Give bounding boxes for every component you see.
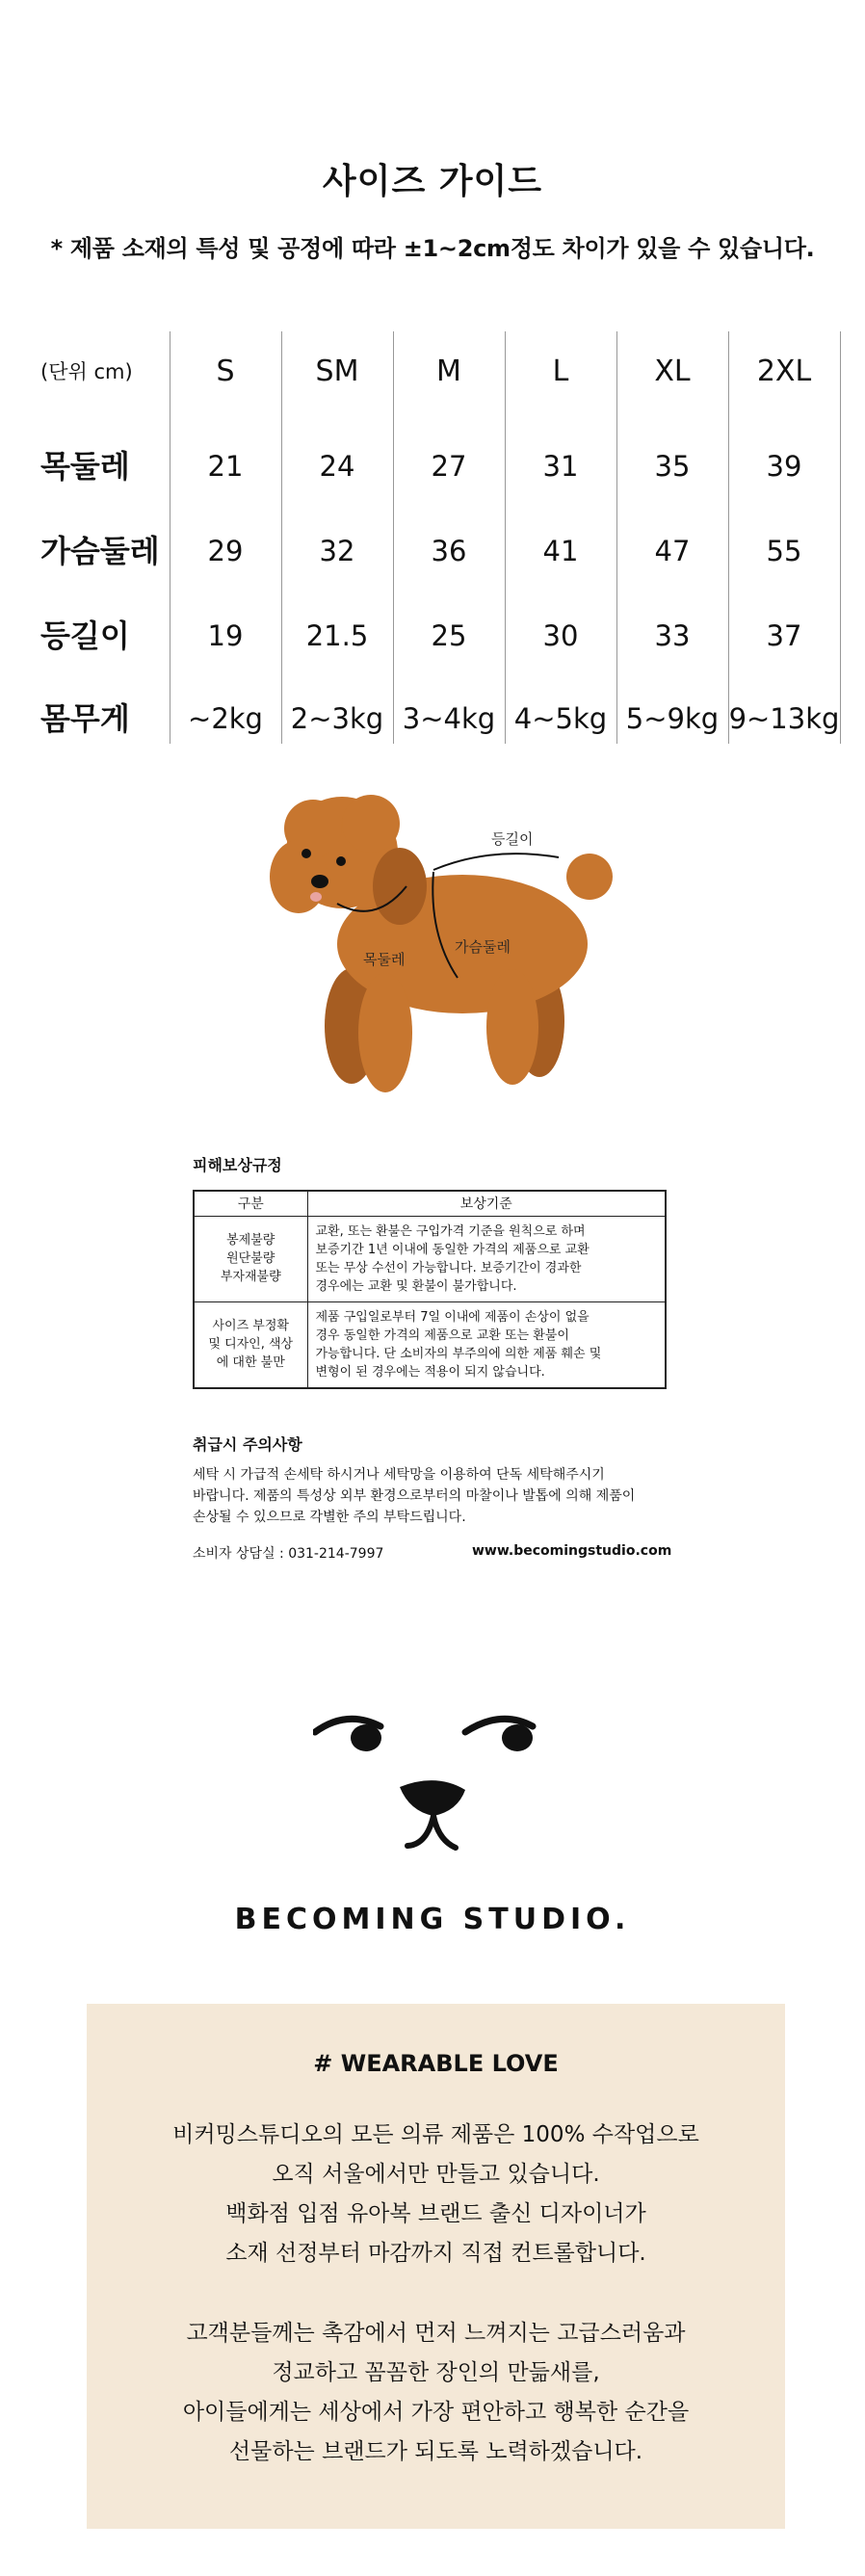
- table-cell: 41: [542, 535, 579, 567]
- row-label: 가슴둘레: [40, 533, 160, 569]
- column-header: 보상기준: [307, 1191, 666, 1216]
- table-cell: 36: [431, 535, 467, 567]
- category-cell: [194, 1216, 307, 1301]
- page-title: 사이즈 가이드: [322, 162, 543, 201]
- table-cell: 55: [766, 535, 802, 567]
- paragraph-line: 비커밍스튜디오의 모든 의류 제품은 100% 수작업으로: [172, 2122, 699, 2147]
- table-cell: ~2kg: [188, 702, 263, 735]
- table-row: [40, 690, 840, 748]
- standard-line: 가능합니다. 단 소비자의 부주의에 의한 제품 훼손 및: [315, 1346, 602, 1361]
- care-title: 취급시 주의사항: [193, 1435, 302, 1454]
- wearable-paragraph: [87, 2314, 785, 2472]
- website-link[interactable]: www.becomingstudio.com: [472, 1543, 672, 1559]
- table-cell: 33: [654, 619, 691, 652]
- size-table: [40, 328, 840, 744]
- paragraph-line: 선물하는 브랜드가 되도록 노력하겠습니다.: [228, 2439, 643, 2464]
- poodle-illustration: [241, 780, 626, 1108]
- compensation-title: 피해보상규정: [193, 1156, 282, 1174]
- table-cell: 29: [207, 535, 244, 567]
- paragraph-line: 정교하고 꼼꼼한 장인의 만듦새를,: [272, 2360, 600, 2385]
- dog-face-logo-icon: [313, 1715, 564, 1869]
- wearable-love-box: [87, 2004, 785, 2529]
- table-cell: 32: [319, 535, 355, 567]
- brand-logo-face: [313, 1715, 564, 1869]
- table-cell: 27: [431, 450, 467, 483]
- row-label: 등길이: [40, 618, 130, 654]
- column-header: 구분: [194, 1191, 307, 1216]
- standard-cell: [307, 1301, 666, 1388]
- standard-line: 경우에는 교환 및 환불이 불가합니다.: [315, 1278, 517, 1294]
- table-cell: 3~4kg: [402, 702, 496, 735]
- neck-label: 목둘레: [363, 951, 406, 968]
- row-label: 목둘레: [40, 448, 130, 485]
- table-cell: 9~13kg: [728, 702, 840, 735]
- wearable-title: # WEARABLE LOVE: [313, 2050, 559, 2077]
- category-line: 사이즈 부정확: [212, 1319, 289, 1333]
- paragraph-line: 오직 서울에서만 만들고 있습니다.: [272, 2162, 600, 2187]
- table-divider: [840, 331, 841, 744]
- standard-line: 보증기간 1년 이내에 동일한 가격의 제품으로 교환: [315, 1242, 590, 1257]
- paragraph-line: 백화점 입점 유아복 브랜드 출신 디자이너가: [225, 2201, 646, 2226]
- paragraph-line: 고객분들께는 촉감에서 먼저 느껴지는 고급스러움과: [186, 2321, 686, 2346]
- paragraph-line: 소재 선정부터 마감까지 직접 컨트롤합니다.: [225, 2241, 646, 2266]
- dog-measurement-illustration: [241, 780, 626, 1108]
- table-row: [40, 607, 830, 665]
- wearable-paragraph: [87, 2116, 785, 2274]
- table-cell: 4~5kg: [513, 702, 608, 735]
- table-row: [194, 1216, 666, 1301]
- compensation-table: [193, 1190, 667, 1389]
- table-cell: 21.5: [305, 619, 369, 652]
- standard-line: 변형이 된 경우에는 적용이 되지 않습니다.: [315, 1364, 545, 1380]
- standard-line: 제품 구입일로부터 7일 이내에 제품이 손상이 없을: [315, 1309, 590, 1325]
- standard-cell: [307, 1216, 666, 1301]
- table-row: [40, 522, 830, 580]
- table-cell: 30: [542, 619, 579, 652]
- category-cell: [194, 1301, 307, 1388]
- size-header-row: [40, 343, 830, 401]
- brand-name: BECOMING STUDIO.: [234, 1903, 631, 1936]
- table-cell: 21: [207, 450, 244, 483]
- category-line: 봉제불량: [226, 1233, 275, 1248]
- table-cell: 25: [431, 619, 467, 652]
- size-header: SM: [315, 355, 359, 388]
- paragraph-line: 아이들에게는 세상에서 가장 편안하고 행복한 순간을: [182, 2400, 690, 2425]
- size-header: L: [552, 355, 569, 388]
- standard-line: 경우 동일한 가격의 제품으로 교환 또는 환불이: [315, 1327, 569, 1343]
- table-cell: 47: [654, 535, 691, 567]
- standard-line: 교환, 또는 환불은 구입가격 기준을 원칙으로 하며: [315, 1223, 586, 1239]
- size-header: S: [216, 355, 235, 388]
- size-header: XL: [654, 355, 691, 388]
- table-row: [40, 437, 830, 495]
- table-cell: 39: [766, 450, 802, 483]
- table-cell: 2~3kg: [290, 702, 384, 735]
- category-line: 및 디자인, 색상: [208, 1337, 294, 1352]
- table-cell: 19: [207, 619, 244, 652]
- care-line: 바랍니다. 제품의 특성상 외부 환경으로부터의 마찰이나 발톱에 의해 제품이: [193, 1488, 636, 1504]
- category-line: 에 대한 불만: [216, 1355, 285, 1370]
- care-line: 세탁 시 가급적 손세탁 하시거나 세탁망을 이용하여 단독 세탁해주시기: [193, 1467, 605, 1483]
- table-cell: 31: [542, 450, 579, 483]
- standard-line: 또는 무상 수선이 가능합니다. 보증기간이 경과한: [315, 1260, 582, 1275]
- table-cell: 24: [319, 450, 355, 483]
- table-cell: 37: [766, 619, 802, 652]
- table-row: [194, 1301, 666, 1388]
- table-cell: 5~9kg: [625, 702, 720, 735]
- size-header: 2XL: [756, 355, 812, 388]
- table-header-row: [194, 1191, 666, 1216]
- care-instructions: [193, 1464, 694, 1528]
- back-length-label: 등길이: [491, 830, 534, 848]
- chest-label: 가슴둘레: [455, 938, 511, 956]
- row-label: 몸무게: [40, 700, 130, 737]
- size-header: M: [436, 355, 461, 388]
- unit-label: (단위 cm): [40, 360, 133, 383]
- size-notice: * 제품 소재의 특성 및 공정에 따라 ±1~2cm정도 차이가 있을 수 있습니다.: [50, 235, 815, 262]
- care-line: 손상될 수 있으므로 각별한 주의 부탁드립니다.: [193, 1510, 466, 1525]
- category-line: 부자재불량: [220, 1270, 281, 1284]
- category-line: 원단불량: [226, 1251, 275, 1266]
- customer-service-phone: 소비자 상담실 : 031-214-7997: [193, 1546, 384, 1562]
- table-cell: 35: [654, 450, 691, 483]
